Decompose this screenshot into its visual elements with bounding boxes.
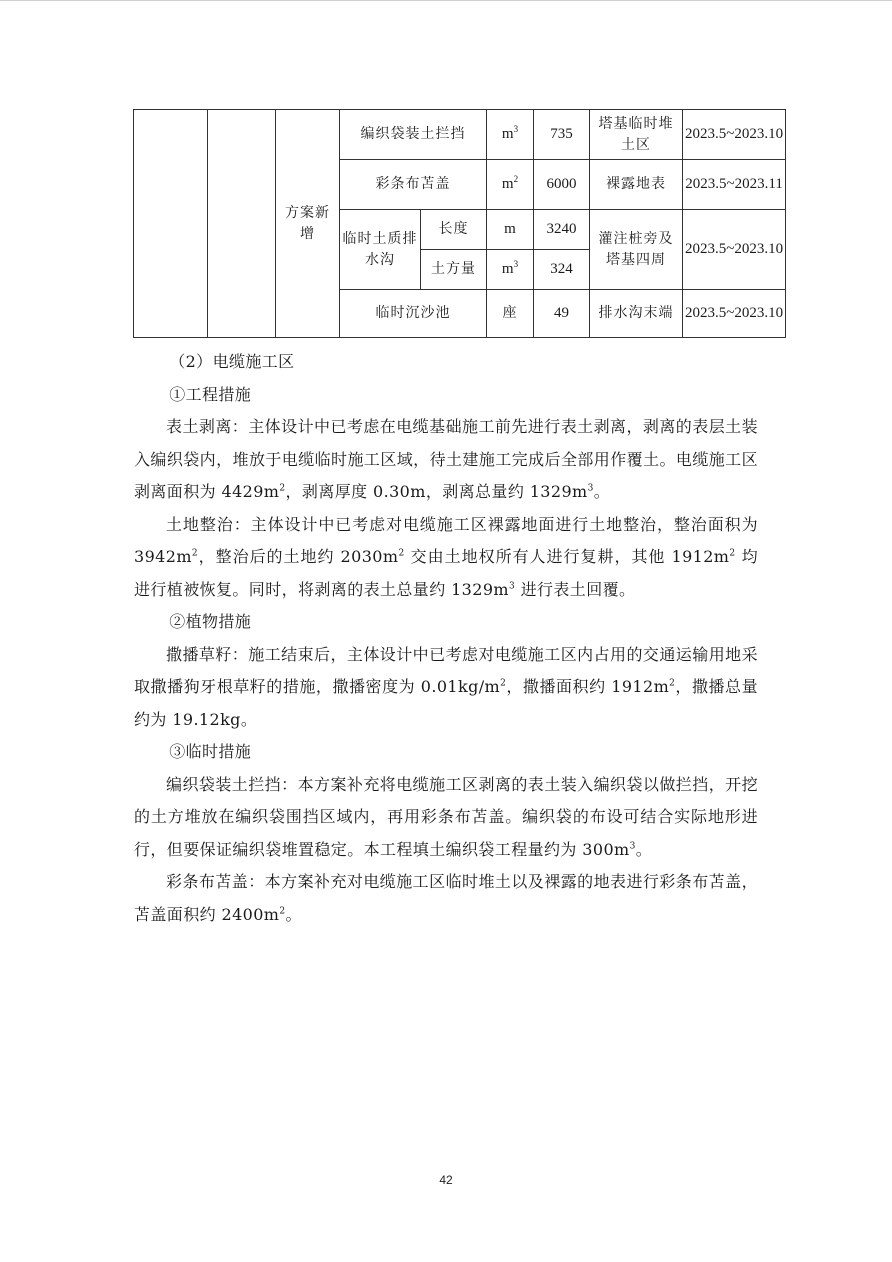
group-label-cell: 方案新增 (276, 110, 340, 338)
paragraph-topsoil-stripping: 表土剥离：主体设计中已考虑在电缆基础施工前先进行表土剥离，剥离的表层土装入编织袋内，堆放于电缆临时施工区域，待土建施工完成后全部用作覆土。电缆施工区剥离面积为 $4429m^2$，剥离厚度 0.30m，剥离总量约 $1329m^3$。 (134, 417, 758, 501)
measure-cell: 临时土质排水沟 (340, 210, 421, 290)
location-cell: 塔基临时堆土区 (590, 110, 683, 160)
section-heading: （2）电缆施工区 (169, 352, 295, 371)
measure-cell: 彩条布苫盖 (340, 160, 487, 210)
table-cell-empty (208, 110, 276, 338)
unit-cell: $m^3$ (487, 250, 534, 290)
quantity-cell: 49 (534, 290, 590, 338)
quantity-cell: 3240 (534, 210, 590, 250)
measures-table (133, 109, 786, 338)
page-number: 42 (439, 1173, 453, 1187)
period-cell: 2023.5~2023.10 (683, 290, 786, 338)
unit-cell: m (487, 210, 534, 250)
paragraph-woven-bag-barrier: 编织袋装土拦挡：本方案补充将电缆施工区剥离的表土装入编织袋以做拦挡，开挖的土方堆放在编织袋围挡区域内，再用彩条布苫盖。编织袋的布设可结合实际地形进行，但要保证编织袋堆置稳定。本工程填土编织袋工程量约为 $300m^3$。 (134, 774, 758, 859)
body-text (134, 346, 758, 931)
measure-cell: 编织袋装土拦挡 (340, 110, 487, 160)
period-cell: 2023.5~2023.10 (683, 110, 786, 160)
subsection-heading: ①工程措施 (169, 384, 252, 404)
quantity-cell: 735 (534, 110, 590, 160)
quantity-cell: 324 (534, 250, 590, 290)
paragraph-land-rehabilitation: 土地整治：主体设计中已考虑对电缆施工区裸露地面进行土地整治，整治面积为 $3942m^2$，整治后的土地约 $2030m^2$ 交由土地权所有人进行复耕，其他 $1912m^2$ 均进行植被恢复。同时，将剥离的表土总量约 $1329m^3$ 进行表土回覆。 (134, 514, 759, 599)
subsection-heading: ②植物措施 (169, 612, 252, 631)
quantity-cell: 6000 (534, 160, 590, 210)
unit-cell: $m^3$ (487, 110, 534, 160)
table-cell-empty (134, 110, 208, 338)
unit-cell: $m^2$ (487, 160, 534, 210)
sub-measure-cell: 长度 (421, 210, 487, 250)
location-cell: 裸露地表 (590, 160, 683, 210)
paragraph-tarp-cover: 彩条布苫盖：本方案补充对电缆施工区临时堆土以及裸露的地表进行彩条布苫盖，苫盖面积约 $2400m^2$。 (134, 872, 758, 924)
unit-cell: 座 (487, 290, 534, 338)
period-cell: 2023.5~2023.10 (683, 210, 786, 290)
location-cell: 排水沟末端 (590, 290, 683, 338)
paragraph-grass-seeding: 撒播草籽：施工结束后，主体设计中已考虑对电缆施工区内占用的交通运输用地采取撒播狗牙根草籽的措施，撒播密度为 $0.01kg/m^2$，撒播面积约 $1912m^2$，撒播总量约为 19.12kg。 (134, 644, 758, 729)
sub-measure-cell: 土方量 (421, 250, 487, 290)
period-cell: 2023.5~2023.11 (683, 160, 786, 210)
table-row (134, 110, 786, 160)
subsection-heading: ③临时措施 (169, 742, 252, 761)
measure-cell: 临时沉沙池 (340, 290, 487, 338)
location-cell: 灌注桩旁及塔基四周 (590, 210, 683, 290)
